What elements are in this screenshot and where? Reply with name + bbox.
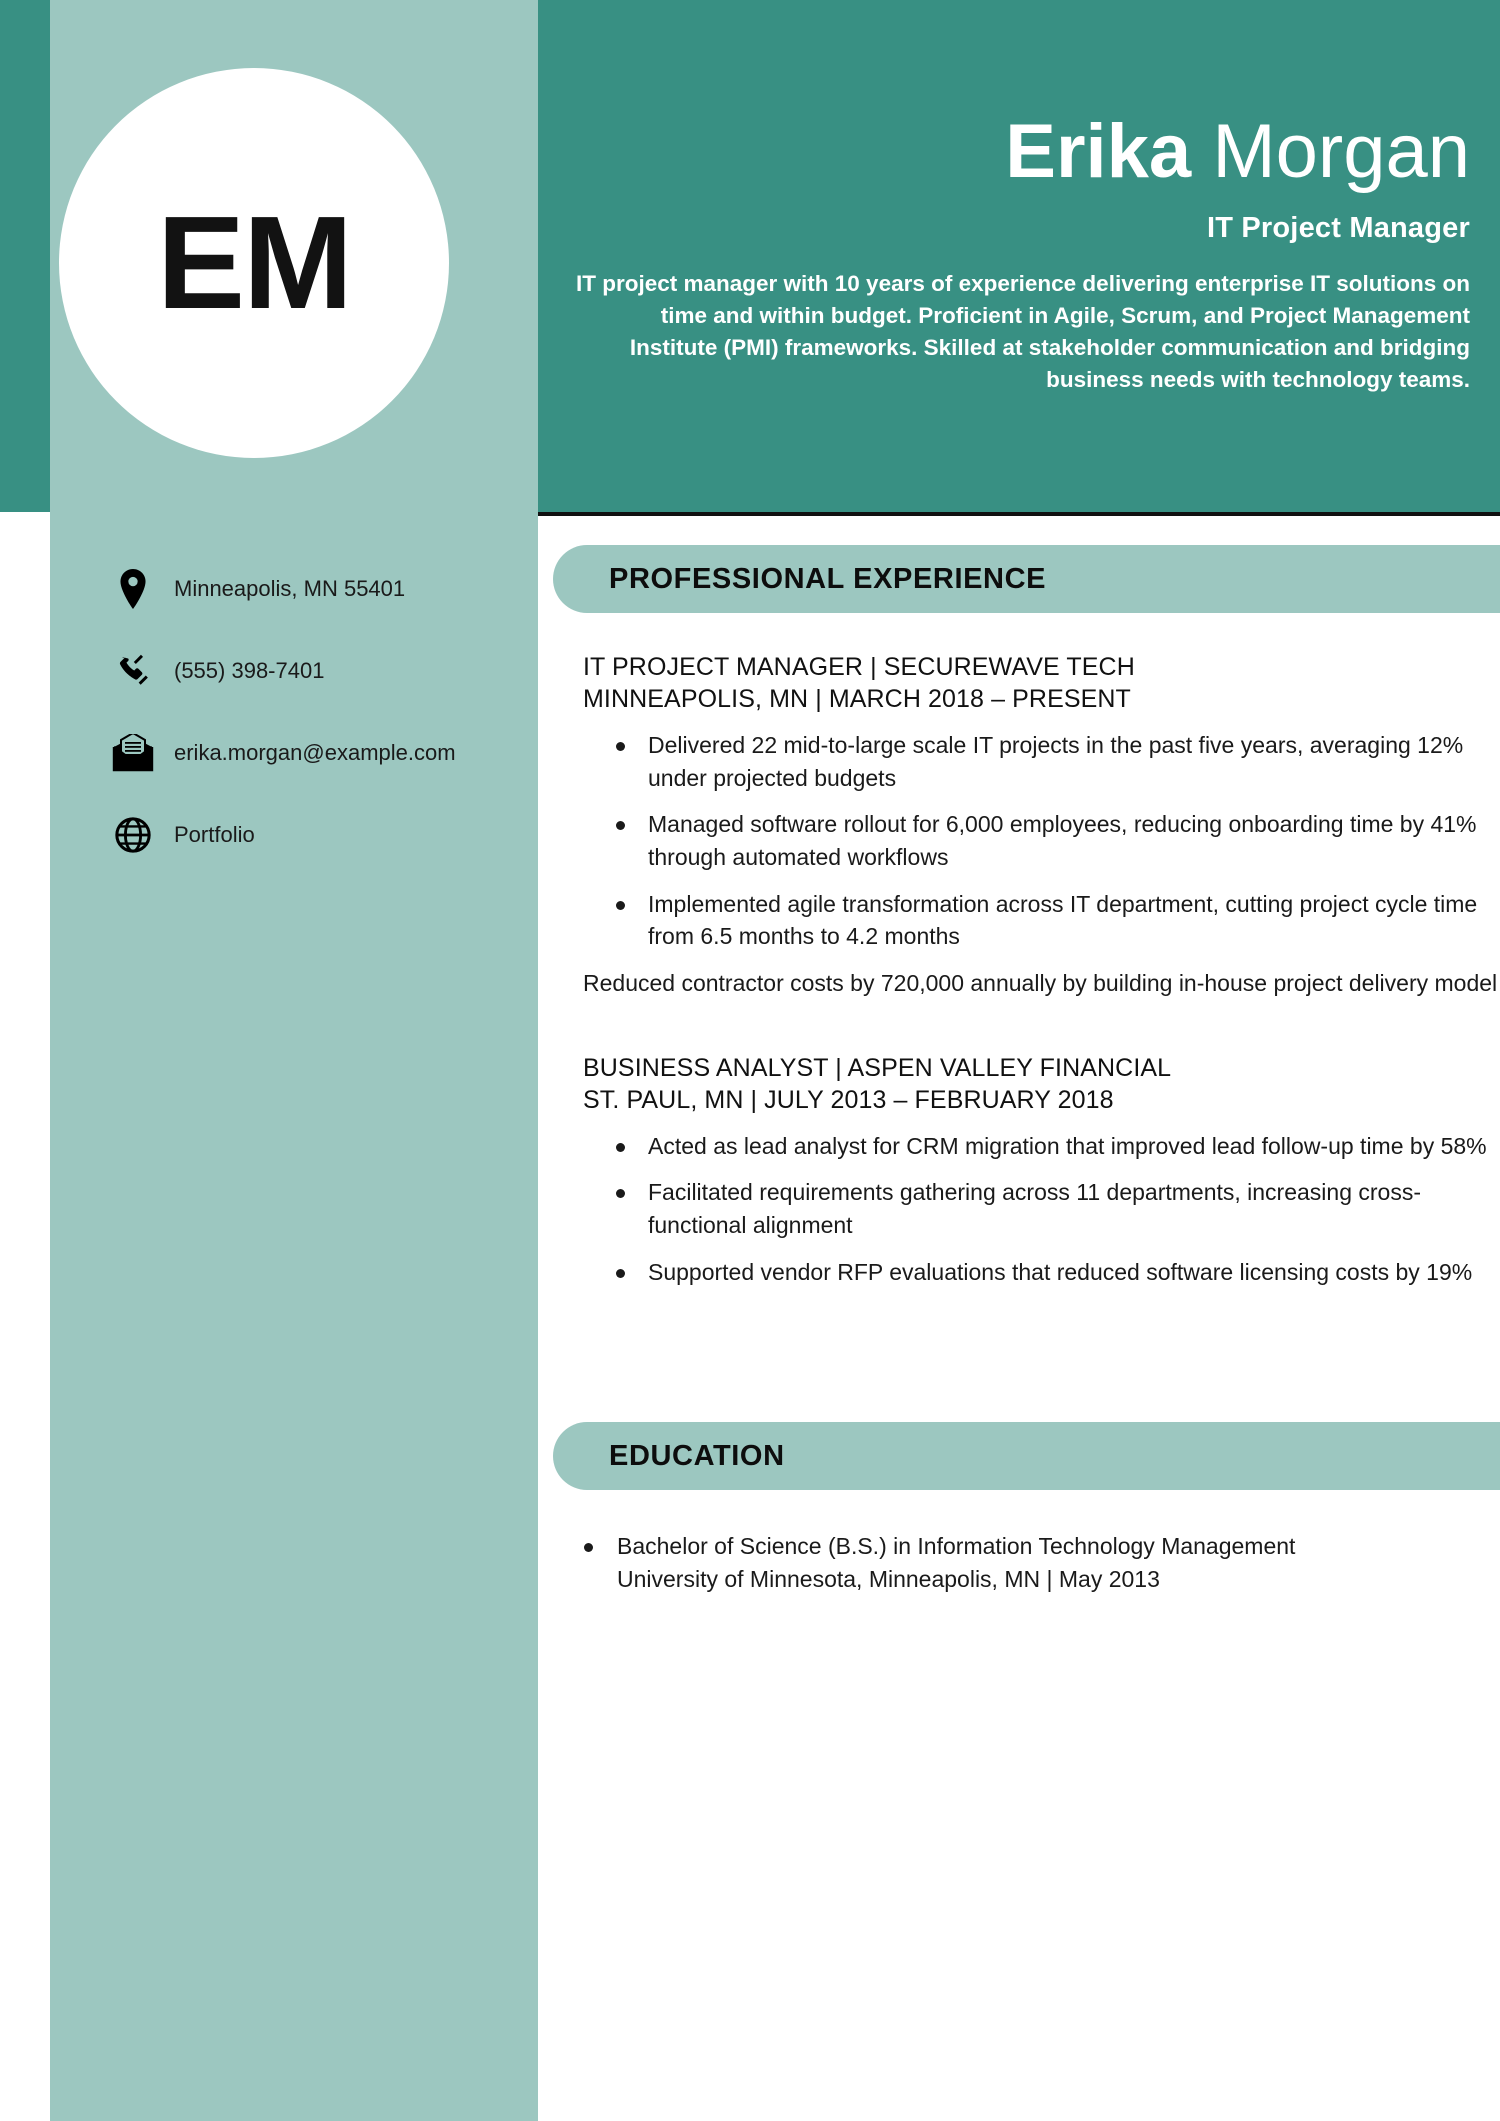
job-entry <box>583 651 1500 1000</box>
section-title-education: EDUCATION <box>609 1439 785 1472</box>
envelope-icon <box>110 734 156 772</box>
contact-item-location[interactable] <box>110 548 530 630</box>
job-meta: ST. PAUL, MN | JULY 2013 – FEBRUARY 2018 <box>583 1085 1114 1114</box>
list-item: Facilitated requirements gathering across 11 departments, increasing cross-functional alignment <box>583 1176 1500 1241</box>
job-bullet-list <box>583 729 1500 953</box>
contact-location-text: Minneapolis, MN 55401 <box>174 576 406 601</box>
list-item: Implemented agile transformation across IT department, cutting project cycle time from 6.5 months to 4.2 months <box>583 888 1500 953</box>
job-trailing-paragraph: Reduced contractor costs by 720,000 annually by building in-house project delivery model <box>583 969 1498 996</box>
section-header-education <box>553 1422 1500 1490</box>
contact-portfolio-text: Portfolio <box>174 822 255 847</box>
job-entry <box>583 1052 1500 1289</box>
left-accent-strip <box>0 0 50 512</box>
avatar-initials: EM <box>157 189 351 336</box>
contact-list <box>110 548 530 876</box>
job-title: IT Project Manager <box>1206 211 1470 244</box>
avatar <box>59 68 449 458</box>
contact-item-email[interactable] <box>110 712 530 794</box>
globe-icon <box>110 816 156 854</box>
contact-phone-text: (555) 398-7401 <box>174 658 325 683</box>
job-meta: MINNEAPOLIS, MN | MARCH 2018 – PRESENT <box>583 685 1131 713</box>
last-name: Morgan <box>1212 109 1470 194</box>
header-text-block <box>570 109 1470 396</box>
contact-email-text: erika.morgan@example.com <box>174 740 456 765</box>
list-item <box>553 1530 1500 1595</box>
list-item: Managed software rollout for 6,000 employees, reducing onboarding time by 41% through automated workflows <box>583 808 1500 873</box>
section-title-experience: PROFESSIONAL EXPERIENCE <box>609 562 1047 595</box>
page-title <box>570 109 1470 194</box>
contact-item-phone[interactable] <box>110 630 530 712</box>
list-item: Delivered 22 mid-to-large scale IT projects in the past five years, averaging 12% under projected budgets <box>583 729 1500 794</box>
professional-summary: IT project manager with 10 years of experience delivering enterprise IT solutions on time and within budget. Proficient in Agile, Scrum, and Project Management Institute (PMI) frameworks. Skilled at stakeholder communication and bridging business needs with technology teams. <box>575 270 1470 392</box>
job-role: IT PROJECT MANAGER | SECUREWAVE TECH <box>583 653 1135 681</box>
education-section <box>553 1422 1500 1595</box>
job-role: BUSINESS ANALYST | ASPEN VALLEY FINANCIAL <box>583 1053 1172 1082</box>
list-item: Supported vendor RFP evaluations that reduced software licensing costs by 19% <box>583 1256 1500 1289</box>
education-list <box>553 1530 1500 1595</box>
section-header-experience <box>553 545 1500 613</box>
job-bullet-list <box>583 1130 1500 1289</box>
phone-icon <box>110 653 156 689</box>
list-item: Acted as lead analyst for CRM migration that improved lead follow-up time by 58% <box>583 1130 1500 1163</box>
location-pin-icon <box>110 569 156 609</box>
experience-section <box>553 545 1500 1302</box>
first-name: Erika <box>1005 109 1192 194</box>
education-school: University of Minnesota, Minneapolis, MN | May 2013 <box>617 1565 1160 1592</box>
education-degree: Bachelor of Science (B.S.) in Information Technology Management <box>617 1533 1296 1559</box>
header-divider-rule <box>538 512 1500 516</box>
contact-item-portfolio[interactable] <box>110 794 530 876</box>
